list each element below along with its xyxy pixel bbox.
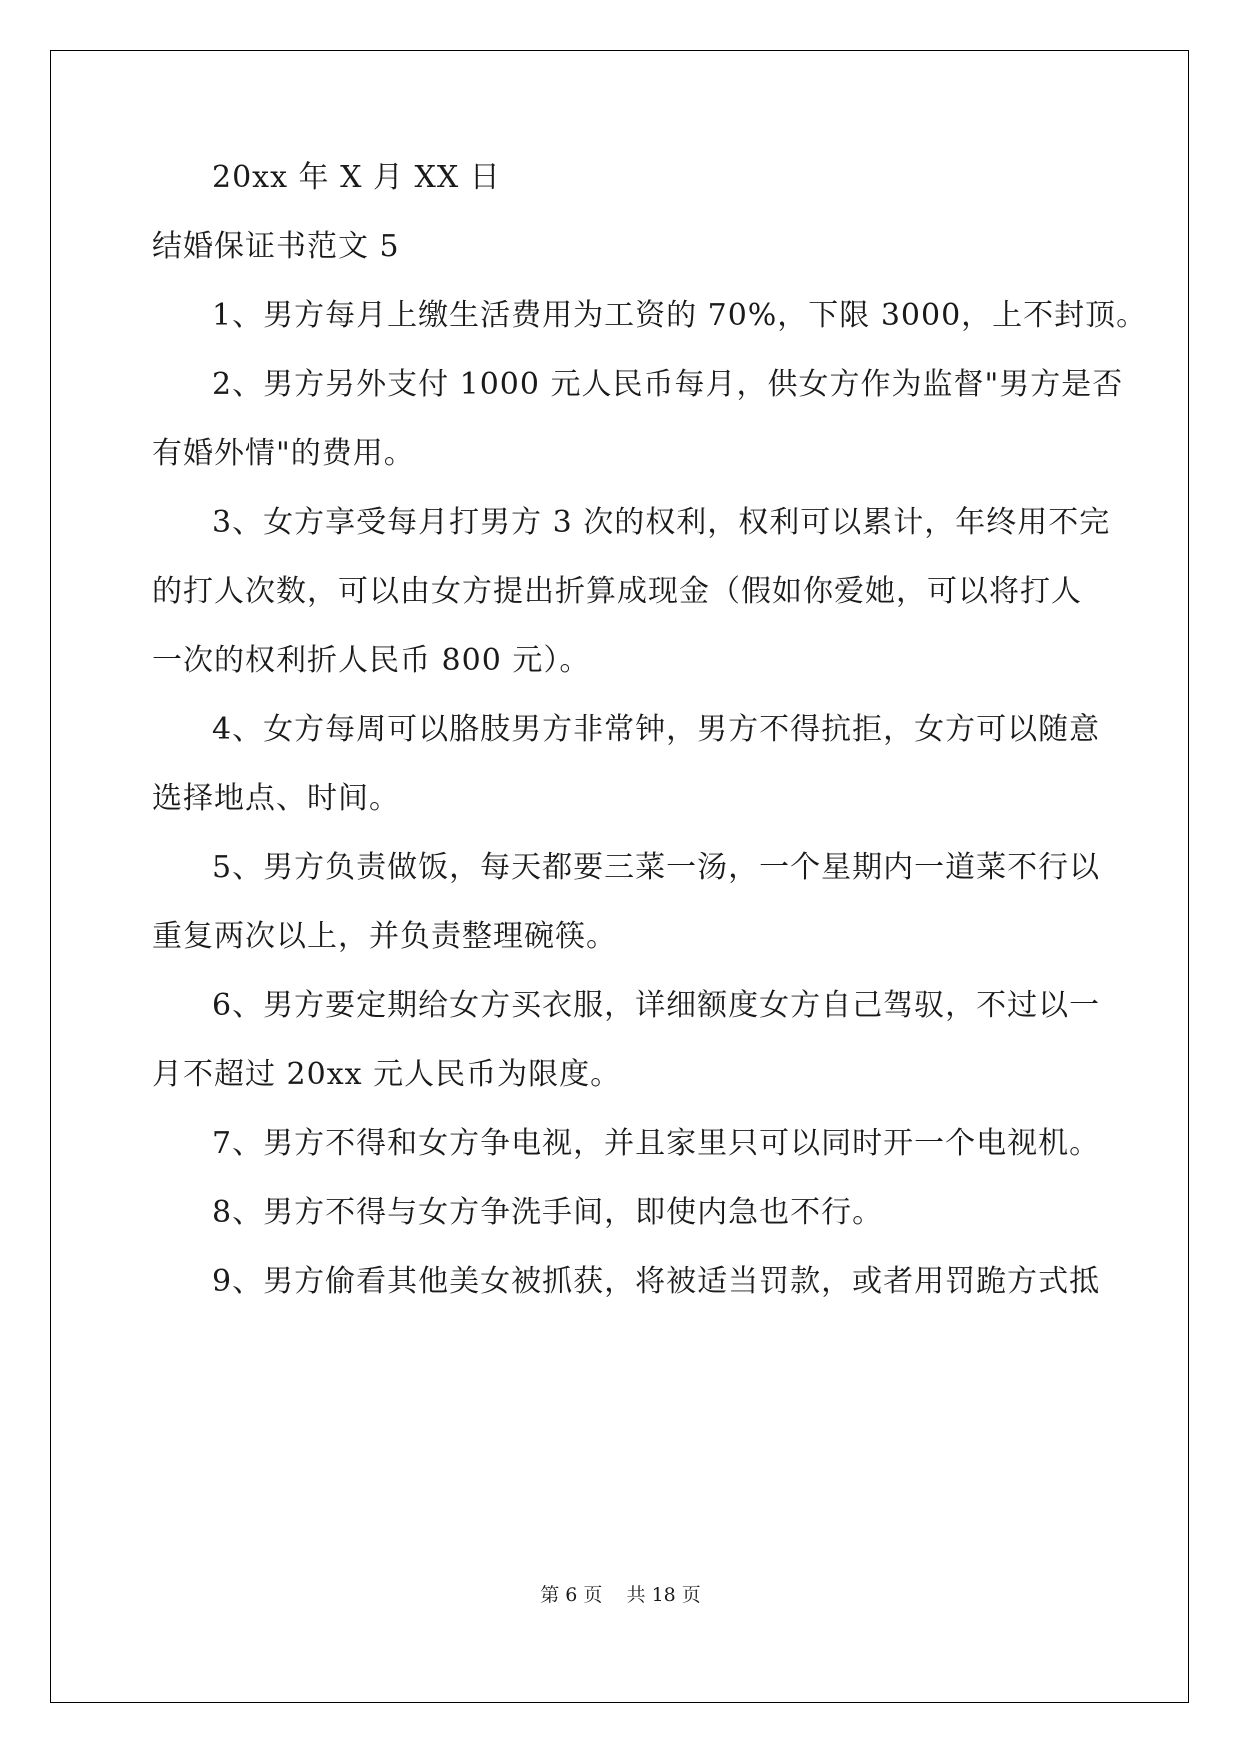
page-total: 共 18 页 [626,1584,701,1606]
page-footer [0,1582,1241,1608]
paragraph-line: 5、男方负责做饭，每天都要三菜一汤，一个星期内一道菜不行以 [212,850,1101,885]
paragraph-line: 9、男方偷看其他美女被抓获，将被适当罚款，或者用罚跪方式抵 [212,1264,1101,1299]
paragraph-line: 2、男方另外支付 1000 元人民币每月，供女方作为监督"男方是否 [212,367,1124,402]
paragraph-line: 6、男方要定期给女方买衣服，详细额度女方自己驾驭，不过以一 [212,988,1101,1023]
page-number: 第 6 页 [540,1584,603,1606]
paragraph-line: 4、女方每周可以胳肢男方非常钟，男方不得抗拒，女方可以随意 [212,712,1101,747]
paragraph-line: 一次的权利折人民币 800 元）。 [152,643,591,678]
date-line: 20xx 年 X 月 XX 日 [212,160,501,195]
paragraph-line: 月不超过 20xx 元人民币为限度。 [152,1057,622,1092]
paragraph-line: 8、男方不得与女方争洗手间，即使内急也不行。 [212,1195,884,1230]
paragraph-line: 7、男方不得和女方争电视，并且家里只可以同时开一个电视机。 [212,1126,1101,1161]
section-title: 结婚保证书范文 5 [152,229,400,264]
paragraph-line: 重复两次以上，并负责整理碗筷。 [152,919,617,954]
paragraph-line: 选择地点、时间。 [152,781,400,816]
paragraph-line: 1、男方每月上缴生活费用为工资的 70%，下限 3000，上不封顶。 [212,298,1148,333]
paragraph-line: 有婚外情"的费用。 [152,436,415,471]
paragraph-line: 的打人次数，可以由女方提出折算成现金（假如你爱她，可以将打人 [152,574,1082,609]
paragraph-line: 3、女方享受每月打男方 3 次的权利，权利可以累计，年终用不完 [212,505,1111,540]
